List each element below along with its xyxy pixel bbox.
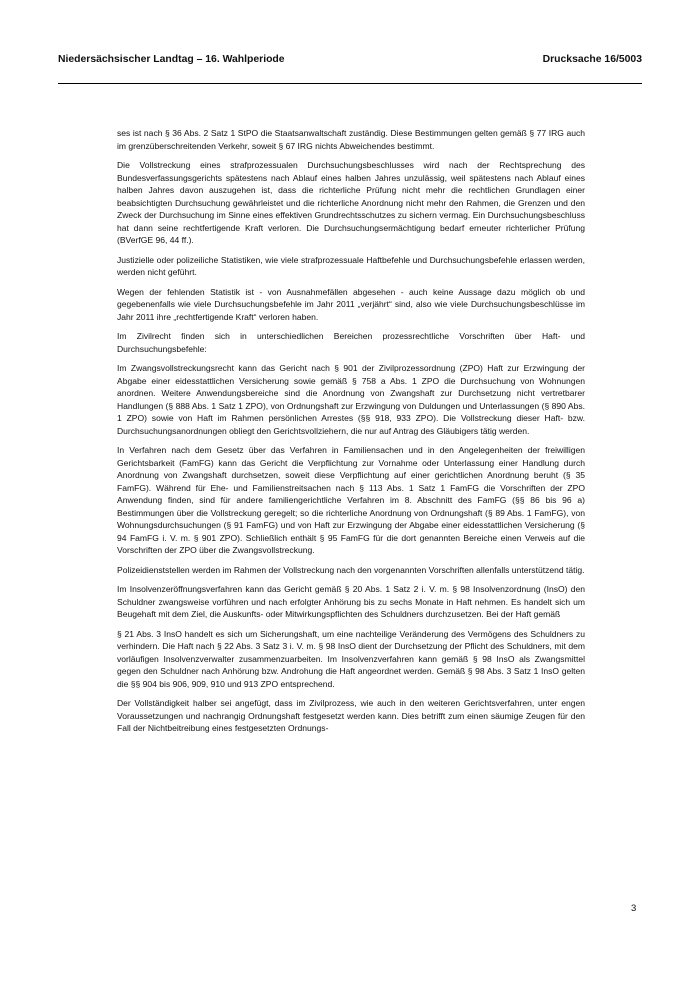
document-body — [117, 127, 585, 742]
paragraph: ses ist nach § 36 Abs. 2 Satz 1 StPO die Staatsanwaltschaft zuständig. Diese Bestimmungen gelten gemäß § 77 IRG auch im grenzüberschreitenden Verkehr, soweit § 67 IRG nichts Abweichendes bestimmt. — [117, 128, 585, 151]
paragraph: Die Vollstreckung eines strafprozessualen Durchsuchungsbeschlusses wird nach der Rechtsprechung des Bundesverfassungsgerichts spätestens nach Ablauf eines halben Jahres unzulässig, weil spätestens nach Ablauf eines halben Jahres davon auszugehen ist, dass die richterliche Prüfung nicht mehr die rechtlichen Grundlagen einer beabsichtigten Durchsuchung gewährleistet und die richterliche Anordnung nicht mehr den Rahmen, die Grenzen und den Zweck der Durchsuchung im Sinne eines effektiven Grundrechtsschutzes zu sichern vermag. Ein Durchsuchungsbeschluss hat dann seine rechtfertigende Kraft verloren. Die Durchsuchungsermächtigung bedarf erneuter richterlicher Prüfung (BVerfGE 96, 44 ff.). — [117, 160, 585, 245]
header-divider — [58, 83, 642, 84]
paragraph: Im Insolvenzeröffnungsverfahren kann das Gericht gemäß § 20 Abs. 1 Satz 2 i. V. m. § 98 Insolvenzordnung (InsO) den Schuldner zwangsweise vorführen und nach erfolgter Anhörung bis zu sechs Monate in Haft nehmen. Es handelt sich um Beugehaft mit dem Ziel, die Auskunfts- oder Mitwirkungspflichten des Schuldners durchzusetzen. Bei der Haft gemäß — [117, 584, 585, 619]
parliament-title: Niedersächsischer Landtag – 16. Wahlperiode — [58, 54, 285, 65]
paragraph: Justizielle oder polizeiliche Statistiken, wie viele strafprozessuale Haftbefehle und Durchsuchungsbefehle erlassen werden, werden nicht geführt. — [117, 254, 585, 277]
paragraph: Im Zwangsvollstreckungsrecht kann das Gericht nach § 901 der Zivilprozessordnung (ZPO) Haft zur Erzwingung der Abgabe einer eidesstattlichen Versicherung sowie gemäß § 758 a Abs. 1 ZPO die Durchsuchung von Wohnungen anordnen. Weitere Anwendungsbereiche sind die Anordnung von Zwangshaft zur Durchsetzung nicht vertretbarer Handlungen (§ 888 Abs. 1 Satz 1 ZPO), von Ordnungshaft zur Erzwingung von Duldungen und Unterlassungen (§ 890 Abs. 1 ZPO) sowie von Haft im Rahmen persönlichen Arrestes (§§ 918, 933 ZPO). Die Vollstreckung dieser Haft- bzw. Durchsuchungsanordnungen obliegt den Gerichtsvollziehern, die nur auf Antrag des Gläubigers tätig werden. — [117, 363, 585, 436]
paragraph: Der Vollständigkeit halber sei angefügt, dass im Zivilprozess, wie auch in den weiteren Gerichtsverfahren, unter engen Voraussetzungen und nachrangig Ordnungshaft festgesetzt werden kann. Dies betrifft zum einen säumige Zeugen für den Fall der Nichtbeitreibung eines festgesetzten Ordnungs- — [117, 698, 585, 733]
paragraph: In Verfahren nach dem Gesetz über das Verfahren in Familiensachen und in den Angelegenheiten der freiwilligen Gerichtsbarkeit (FamFG) kann das Gericht die Verpflichtung zur Vornahme oder Unterlassung einer Handlung durch Anordnung von Zwangshaft durchsetzen, soweit diese Verpflichtung auf einer gerichtlichen Anordnung beruht (§ 35 FamFG). Während für Ehe- und Familienstreitsachen nach § 113 Abs. 1 Satz 1 FamFG die Vorschriften der ZPO Anwendung finden, sind für andere familiengerichtliche Verfahren im 8. Abschnitt des FamFG (§§ 86 bis 96 a) Bestimmungen über die Vollstreckung geregelt; so die richterliche Anordnung von Ordnungshaft (§ 89 Abs. 1 FamFG), von Wohnungsdurchsuchungen (§ 91 FamFG) und von Haft zur Erzwingung der Abgabe einer eidesstattlichen Versicherung (§ 94 FamFG i. V. m. § 901 ZPO). Schließlich enthält § 95 FamFG für die dort genannten Bereiche einen Verweis auf die Vorschriften der ZPO über die Zwangsvollstreckung. — [117, 445, 585, 555]
document-number: Drucksache 16/5003 — [542, 54, 642, 65]
page-number: 3 — [631, 903, 637, 914]
paragraph: Wegen der fehlenden Statistik ist - von Ausnahmefällen abgesehen - auch keine Aussage dazu möglich ob und gegebenenfalls wie viele Durchsuchungsbefehle im Jahr 2011 „verjährt“ sind, also wie viele Durchsuchungsbeschlüsse im Jahr 2011 ihre „rechtfertigende Kraft“ verloren haben. — [117, 286, 585, 322]
page-header — [58, 54, 642, 74]
paragraph: Im Zivilrecht finden sich in unterschiedlichen Bereichen prozessrechtliche Vorschriften über Haft- und Durchsuchungsbefehle: — [117, 331, 585, 354]
paragraph: § 21 Abs. 3 InsO handelt es sich um Sicherungshaft, um eine nachteilige Veränderung des Vermögens des Schuldners zu verhindern. Die Haft nach § 22 Abs. 3 Satz 3 i. V. m. § 98 InsO dient der Durchsetzung der Pflicht des Schuldners, mit dem vorläufigen Insolvenzverwalter zusammenzuarbeiten. Im Insolvenzverfahren kann gemäß § 98 InsO als Zwangsmittel gegen den Schuldner nach Anhörung bzw. Androhung die Haft angeordnet werden. Gemäß § 98 Abs. 3 Satz 1 InsO gelten die §§ 904 bis 906, 909, 910 und 913 ZPO entsprechend. — [117, 628, 585, 689]
paragraph: Polizeidienststellen werden im Rahmen der Vollstreckung nach den vorgenannten Vorschriften allenfalls unterstützend tätig. — [117, 564, 585, 575]
